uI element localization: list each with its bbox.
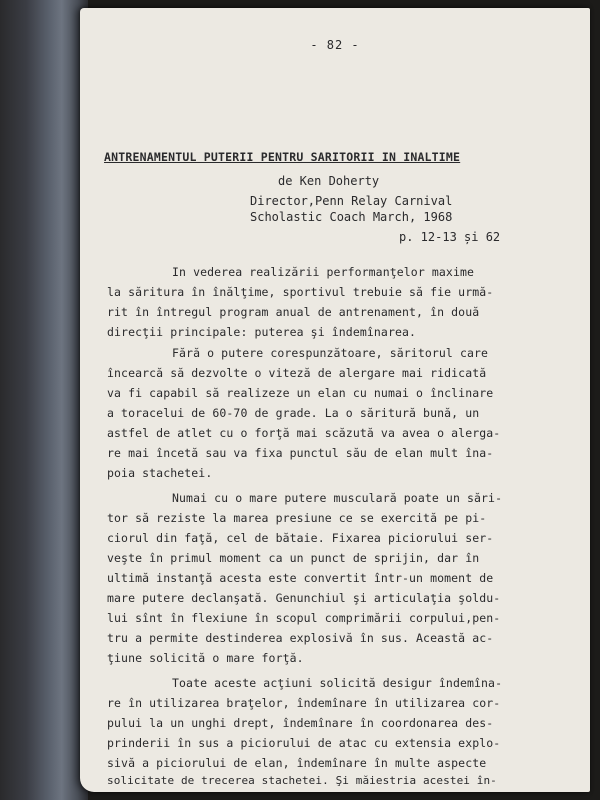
- article-title: ANTRENAMENTUL PUTERII PENTRU SARITORII IN INALTIME: [104, 150, 461, 164]
- article-author: de Ken Doherty: [278, 174, 380, 188]
- body-line: va fi capabil să realizeze un elan cu numai o înclinare: [107, 386, 494, 400]
- page-number: - 82 -: [310, 38, 360, 52]
- body-line: tru a permite destinderea explosivă în sus. Această ac-: [107, 631, 494, 645]
- body-line: prinderii în sus a piciorului de atac cu extensia explo-: [107, 736, 501, 750]
- body-line: ciorul din faţă, cel de bătaie. Fixarea piciorului ser-: [107, 531, 494, 545]
- body-line: încearcă să dezvolte o viteză de alergare mai ridicată: [107, 366, 487, 380]
- body-line: re în utilizarea braţelor, îndemînare în utilizarea cor-: [107, 696, 501, 710]
- body-line: astfel de atlet cu o forţă mai scăzută va avea o alerga-: [107, 426, 501, 440]
- body-line: rit în întregul program anual de antrenament, în două: [107, 305, 480, 319]
- body-line: lui sînt în flexiune în scopul comprimării corpului,pen-: [107, 611, 501, 625]
- book-binding: [0, 0, 88, 800]
- body-line: re mai încetă sau va fixa punctul său de elan mult îna-: [107, 446, 494, 460]
- body-line: Numai cu o mare putere musculară poate un sări-: [172, 491, 503, 505]
- body-line: la săritura în înălţime, sportivul trebuie să fie urmă-: [107, 285, 494, 299]
- body-line: Fără o putere corespunzătoare, săritorul care: [172, 346, 489, 360]
- body-line: tor să reziste la marea presiune ce se exercită pe pi-: [107, 511, 487, 525]
- body-line: direcţii principale: puterea şi îndemînarea.: [107, 325, 417, 339]
- body-line: mare putere declanşată. Genunchiul şi articulaţia şoldu-: [107, 591, 501, 605]
- body-line: pului la un unghi drept, îndemînare în coordonarea des-: [107, 716, 494, 730]
- author-role: Director,Penn Relay Carnival: [250, 194, 453, 208]
- body-line: veşte în primul moment ca un punct de sprijin, dar în: [107, 551, 480, 565]
- source-pages: p. 12-13 și 62: [399, 230, 501, 244]
- body-line: poia stachetei.: [107, 466, 213, 480]
- body-line: sivă a piciorului de elan, îndemînare în multe aspecte: [107, 756, 487, 770]
- body-line: In vederea realizării performanţelor maxime: [172, 265, 475, 279]
- document-page: [80, 8, 590, 792]
- body-line: Toate aceste acţiuni solicită desigur îndemîna-: [172, 676, 503, 690]
- body-line: solicitate de trecerea stachetei. Şi măiestria acestei în-: [107, 774, 497, 787]
- body-line: ţiune solicită o mare forţă.: [107, 651, 304, 665]
- body-line: ultimă instanţă acesta este convertit într-un moment de: [107, 571, 494, 585]
- body-line: a toracelui de 60-70 de grade. La o săritură bună, un: [107, 406, 480, 420]
- article-source: Scholastic Coach March, 1968: [250, 210, 453, 224]
